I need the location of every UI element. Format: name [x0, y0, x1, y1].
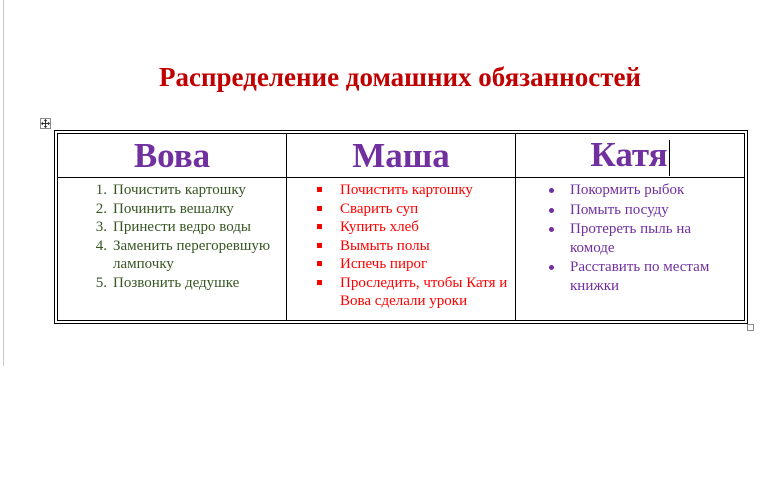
list-number: 3.: [95, 219, 107, 235]
list-item: [340, 255, 515, 274]
list-item-text: Сварить суп: [340, 200, 419, 217]
list-vova: [58, 178, 286, 292]
header-masha[interactable]: [287, 134, 516, 178]
square-bullet-icon: [317, 224, 322, 229]
list-item: [340, 200, 515, 219]
list-item-text: Заменить перегоревшую лампочку: [113, 237, 271, 272]
list-item-text: Купить хлеб: [340, 219, 419, 235]
list-katya: [516, 178, 744, 295]
square-bullet-icon: [317, 261, 322, 266]
list-item: [95, 274, 286, 293]
list-number: 2.: [95, 200, 107, 217]
round-bullet-icon: [549, 265, 554, 270]
page-edge: [3, 0, 4, 366]
list-item-text: Испечь пирог: [340, 256, 428, 272]
list-item-text: Покормить рыбок: [570, 182, 685, 198]
table-header-row: [58, 134, 745, 178]
list-item-text: Помыть посуду: [570, 201, 669, 218]
square-bullet-icon: [317, 206, 322, 211]
cell-masha[interactable]: [287, 178, 516, 321]
list-item-text: Протереть пыль на комоде: [570, 221, 692, 256]
round-bullet-icon: [549, 227, 554, 232]
list-number: 1.: [95, 182, 107, 198]
list-item-text: Проследить, чтобы Катя и Вова сделали уроки: [340, 274, 508, 309]
square-bullet-icon: [317, 280, 322, 285]
list-item: [95, 218, 286, 237]
list-item: [570, 220, 738, 257]
table-resize-handle[interactable]: [747, 324, 754, 331]
cell-katya[interactable]: [516, 178, 745, 321]
cell-vova[interactable]: [58, 178, 287, 321]
list-item: [340, 237, 515, 256]
duties-table: [54, 130, 748, 324]
list-item-text: Вымыть полы: [340, 237, 430, 254]
list-item-text: Принести ведро воды: [113, 219, 252, 235]
list-item: [570, 258, 738, 295]
list-item: [340, 181, 515, 200]
square-bullet-icon: [317, 243, 322, 248]
square-bullet-icon: [317, 187, 322, 192]
list-item: [570, 201, 738, 220]
list-item: [340, 274, 515, 311]
list-masha: [287, 178, 515, 311]
table-body-row: [58, 178, 745, 321]
header-vova-label: Вова: [133, 135, 211, 175]
round-bullet-icon: [549, 188, 554, 193]
header-katya[interactable]: [516, 134, 745, 178]
round-bullet-icon: [549, 208, 554, 213]
list-item-text: Позвонить дедушке: [113, 274, 240, 291]
list-number: 4.: [95, 237, 107, 254]
list-item: [95, 181, 286, 200]
list-item-text: Почистить картошку: [340, 182, 473, 198]
list-item-text: Починить вешалку: [113, 200, 234, 217]
list-item-text: Почистить картошку: [113, 182, 246, 198]
list-item: [340, 218, 515, 237]
list-item-text: Расставить по местам книжки: [570, 259, 710, 294]
header-masha-label: Маша: [352, 135, 450, 175]
list-item: [570, 181, 738, 200]
move-arrows-icon: [41, 119, 50, 128]
list-item: [95, 200, 286, 219]
document-title: Распределение домашних обязанностей: [159, 62, 641, 92]
header-vova[interactable]: [58, 134, 287, 178]
table-move-handle[interactable]: [40, 118, 51, 129]
list-item: [95, 237, 286, 274]
header-katya-label: Катя: [590, 135, 668, 175]
text-cursor: [669, 140, 670, 176]
list-number: 5.: [95, 274, 107, 291]
